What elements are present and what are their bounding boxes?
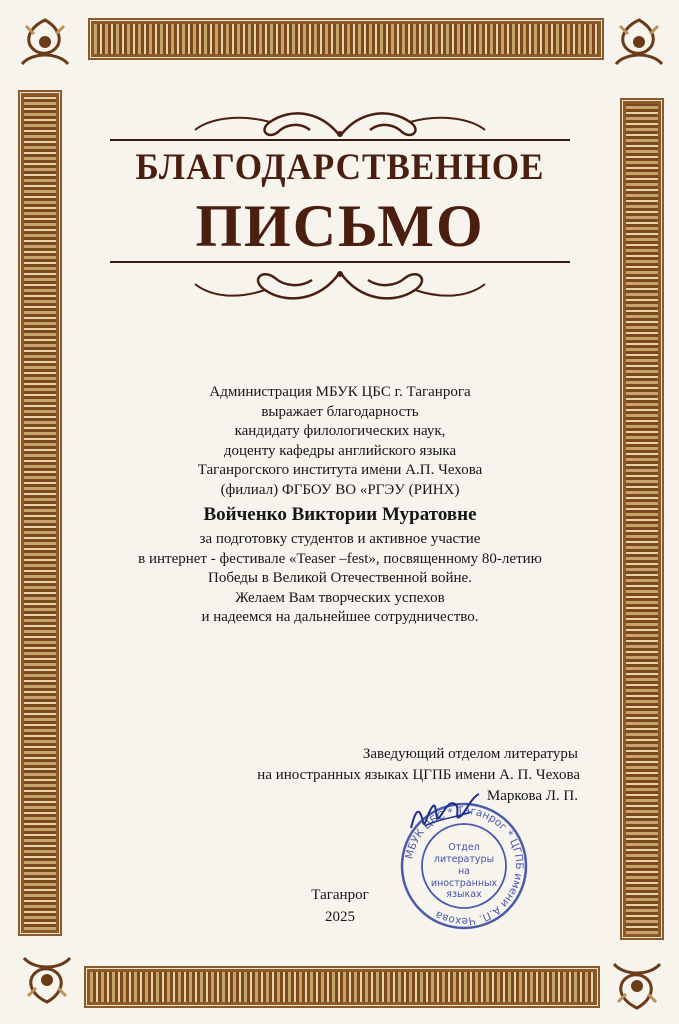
title-line-1: БЛАГОДАРСТВЕННОЕ: [135, 147, 545, 188]
letter-body: [110, 383, 570, 628]
corner-ornament-icon: [606, 12, 672, 78]
border-right: [620, 98, 664, 940]
body-line: выражает благодарность: [261, 403, 419, 420]
signatory-name: Маркова Л. П.: [486, 788, 578, 804]
svg-text:Отдел: Отдел: [448, 842, 480, 853]
body-line: Администрация МБУК ЦБС г. Таганрога: [209, 384, 471, 400]
reason-line: за подготовку студентов и активное участие: [199, 531, 481, 547]
place-date: [280, 884, 400, 928]
corner-ornament-icon: [12, 12, 78, 78]
svg-text:МБУК ЦБС * Таганрог * ЦГПБ име: МБУК ЦБС * Таганрог * ЦГПБ имени А.П. Чехова: [403, 804, 526, 928]
body-line: доценту кафедры английского языка: [223, 442, 457, 459]
title-line-2: ПИСЬМО: [195, 193, 485, 259]
bottom-flourish-icon: [100, 258, 580, 318]
svg-text:на: на: [457, 866, 471, 877]
svg-text:языках: языках: [446, 889, 482, 900]
border-left: [18, 90, 62, 936]
year: 2025: [325, 909, 355, 925]
signatory-title: на иностранных языках ЦГПБ имени А. П. Чехова: [257, 766, 580, 783]
recipient-name: Войченко Виктории Муратовне: [203, 504, 477, 525]
body-line: Таганрогского института имени А.П. Чехова: [197, 462, 483, 478]
body-line: кандидату филологических наук,: [234, 423, 446, 439]
svg-text:литературы: литературы: [433, 854, 495, 865]
border-bottom: [84, 966, 600, 1008]
svg-text:иностранных: иностранных: [430, 878, 498, 889]
reason-line: и надеемся на дальнейшее сотрудничество.: [201, 609, 479, 625]
signatory-block: [230, 744, 590, 807]
top-flourish-icon: [100, 100, 580, 150]
city: Таганрог: [311, 887, 369, 903]
heading: [100, 100, 580, 330]
body-line: (филиал) ФГБОУ ВО «РГЭУ (РИНХ): [220, 481, 460, 498]
corner-ornament-icon: [604, 950, 670, 1016]
reason-line: Победы в Великой Отечественной войне.: [208, 570, 472, 586]
signatory-title: Заведующий отделом литературы: [362, 746, 578, 762]
reason-line: в интернет - фестивале «Teaser –fest», посвященному 80-летию: [138, 550, 542, 567]
border-top: [88, 18, 604, 60]
reason-line: Желаем Вам творческих успехов: [235, 589, 445, 606]
corner-ornament-icon: [14, 944, 80, 1010]
